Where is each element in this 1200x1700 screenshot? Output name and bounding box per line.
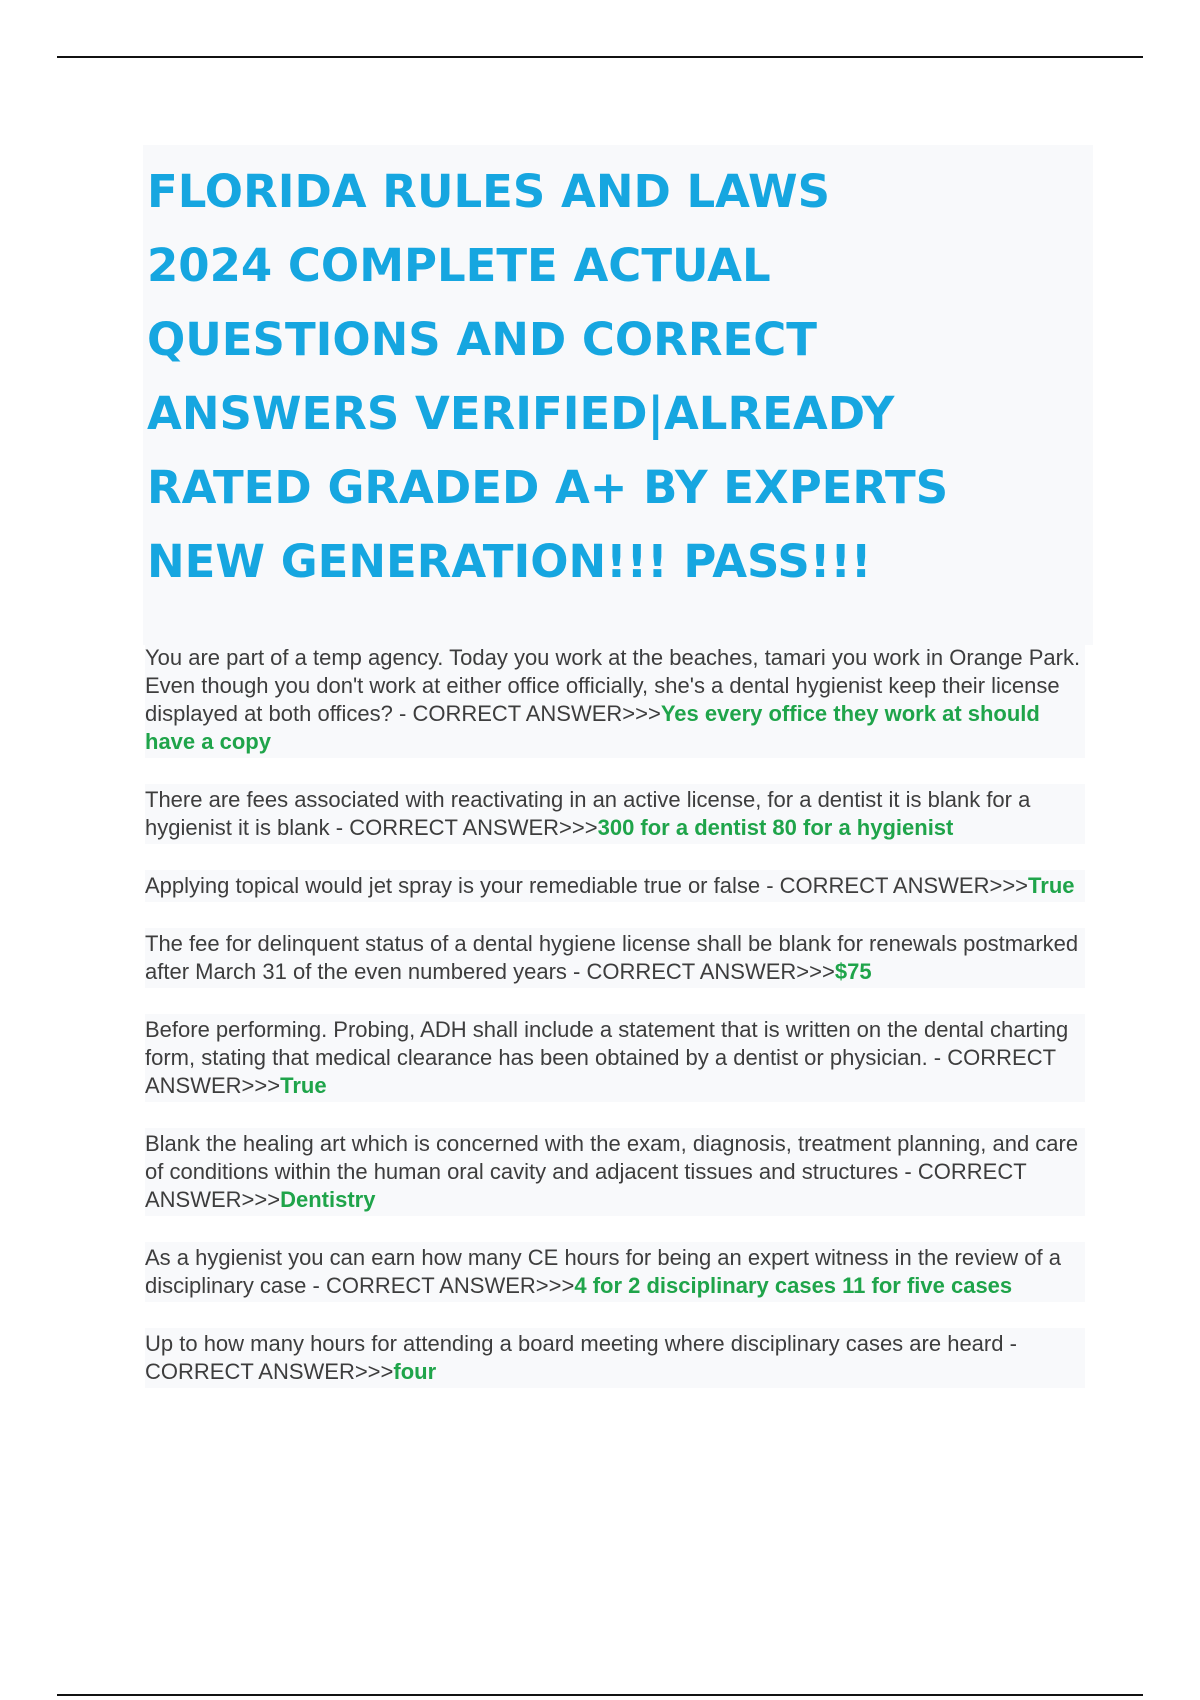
answer-text: 300 for a dentist 80 for a hygienist	[597, 815, 954, 840]
document-title	[147, 155, 1089, 599]
qa-item	[145, 1328, 1085, 1388]
answer-separator: - CORRECT ANSWER>>>	[392, 701, 661, 726]
title-line: 2024 COMPLETE ACTUAL	[147, 239, 771, 292]
question-text: There are fees associated with reactivating in an active license, for a dentist it is blank for a hygienist it is blank	[145, 787, 1031, 840]
qa-item	[145, 1242, 1085, 1302]
title-line: ANSWERS VERIFIED|ALREADY	[147, 387, 895, 440]
answer-separator: - CORRECT ANSWER>>>	[145, 1159, 1027, 1212]
answer-text: 4 for 2 disciplinary cases 11 for five cases	[574, 1273, 1013, 1298]
question-text: Before performing. Probing, ADH shall include a statement that is written on the dental charting form, stating that medical clearance has been obtained by a dentist or physician.	[145, 1017, 1069, 1070]
answer-text: four	[393, 1359, 437, 1384]
qa-item	[145, 784, 1085, 844]
answer-separator: - CORRECT ANSWER>>>	[566, 959, 835, 984]
title-line: NEW GENERATION!!! PASS!!!	[147, 535, 872, 588]
qa-item	[145, 870, 1085, 902]
qa-item	[145, 1014, 1085, 1102]
title-block	[143, 145, 1093, 645]
answer-text: Yes every office they work at should have a copy	[145, 701, 1040, 754]
bottom-rule	[57, 1694, 1143, 1696]
qa-item	[145, 1128, 1085, 1216]
answer-text: True	[280, 1073, 327, 1098]
answer-separator: - CORRECT ANSWER>>>	[145, 1045, 1056, 1098]
answer-separator: - CORRECT ANSWER>>>	[329, 815, 598, 840]
qa-item	[145, 928, 1085, 988]
top-rule	[57, 56, 1143, 58]
title-line: FLORIDA RULES AND LAWS	[147, 165, 831, 218]
title-line: QUESTIONS AND CORRECT	[147, 313, 817, 366]
question-text: Applying topical would jet spray is your remediable true or false	[145, 873, 761, 898]
answer-separator: - CORRECT ANSWER>>>	[145, 1331, 1017, 1384]
answer-separator: - CORRECT ANSWER>>>	[306, 1273, 575, 1298]
answer-separator: - CORRECT ANSWER>>>	[760, 873, 1029, 898]
answer-text: True	[1028, 873, 1075, 898]
question-text: The fee for delinquent status of a dental hygiene license shall be blank for renewals postmarked after March 31 of the even numbered years	[145, 931, 1079, 984]
title-line: RATED GRADED A+ BY EXPERTS	[147, 461, 949, 514]
question-text: You are part of a temp agency. Today you work at the beaches, tamari you work in Orange Park. Even though you don't work at either office officially, she's a dental hygienist keep their license displayed at both offices?	[145, 645, 1081, 726]
answer-text: Dentistry	[280, 1187, 376, 1212]
question-text: Blank the healing art which is concerned with the exam, diagnosis, treatment planning, and care of conditions within the human oral cavity and adjacent tissues and structures	[145, 1131, 1079, 1184]
qa-list	[145, 642, 1085, 1414]
qa-item	[145, 642, 1085, 758]
answer-text: $75	[834, 959, 872, 984]
question-text: Up to how many hours for attending a board meeting where disciplinary cases are heard	[145, 1331, 1004, 1356]
question-text: As a hygienist you can earn how many CE hours for being an expert witness in the review of a disciplinary case	[145, 1245, 1061, 1298]
